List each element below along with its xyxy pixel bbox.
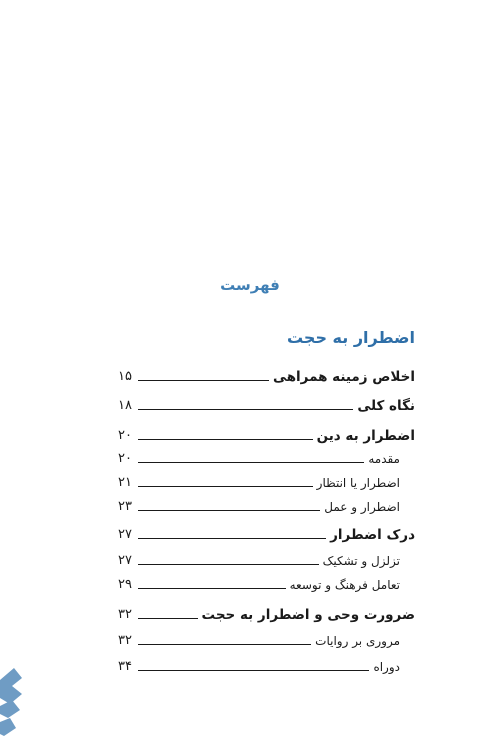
toc-leader-line [138, 510, 320, 511]
toc-entry [118, 424, 415, 444]
toc-entry [118, 394, 415, 414]
toc-leader-line [138, 564, 319, 565]
toc-page-number: ۳۴ [118, 659, 132, 674]
toc-entry [118, 603, 415, 623]
toc-entry [118, 495, 400, 515]
toc-page-number: ۳۲ [118, 633, 132, 648]
toc-entry [118, 523, 415, 543]
toc-leader-line [138, 618, 198, 619]
toc-page-number: ۱۵ [118, 369, 132, 384]
toc-entry-title: اضطرار و عمل [324, 500, 400, 514]
toc-entry-title: اضطرار به دین [316, 428, 415, 444]
toc-leader-line [138, 380, 269, 381]
toc-page-number: ۲۱ [118, 475, 132, 490]
toc-entry-title: تعامل فرهنگ و توسعه [289, 578, 400, 592]
toc-page-number: ۱۸ [118, 398, 132, 413]
toc-leader-line [138, 538, 326, 539]
toc-entry-title: تزلزل و تشکیک [322, 554, 400, 568]
toc-leader-line [138, 670, 369, 671]
toc-entry-title: اخلاص زمینه همراهی [273, 369, 415, 385]
toc-entry [118, 447, 400, 467]
toc-entry [118, 573, 400, 593]
toc-leader-line [138, 439, 313, 440]
toc-page-number: ۲۰ [118, 451, 132, 466]
toc-entry [118, 629, 400, 649]
publisher-logo-icon [0, 660, 40, 750]
toc-page-number: ۲۳ [118, 499, 132, 514]
toc-entry-title: ضرورت وحی و اضطرار به حجت [201, 607, 415, 623]
toc-leader-line [138, 462, 364, 463]
toc-page-number: ۲۰ [118, 428, 132, 443]
toc-entry-title: نگاه کلی [357, 398, 415, 414]
toc-entry [118, 471, 400, 491]
toc-entry-title: مروری بر روایات [315, 634, 400, 648]
toc-entry [118, 549, 400, 569]
section-title: اضطرار به حجت [286, 328, 415, 347]
toc-entry [118, 365, 415, 385]
toc-page-number: ۲۷ [118, 527, 132, 542]
toc-entry-title: دوراه [373, 660, 400, 674]
toc-leader-line [138, 486, 313, 487]
toc-entry-title: مقدمه [368, 452, 400, 466]
toc-entry-title: اضطرار یا انتظار [316, 476, 400, 490]
toc-page-number: ۲۷ [118, 553, 132, 568]
toc-leader-line [138, 644, 311, 645]
toc-page-number: ۳۲ [118, 607, 132, 622]
toc-leader-line [138, 409, 353, 410]
toc-leader-line [138, 588, 286, 589]
toc-page-number: ۲۹ [118, 577, 132, 592]
toc-entry [118, 655, 400, 675]
toc-entry-title: درک اضطرار [330, 527, 415, 543]
toc-heading: فهرست [220, 276, 280, 294]
